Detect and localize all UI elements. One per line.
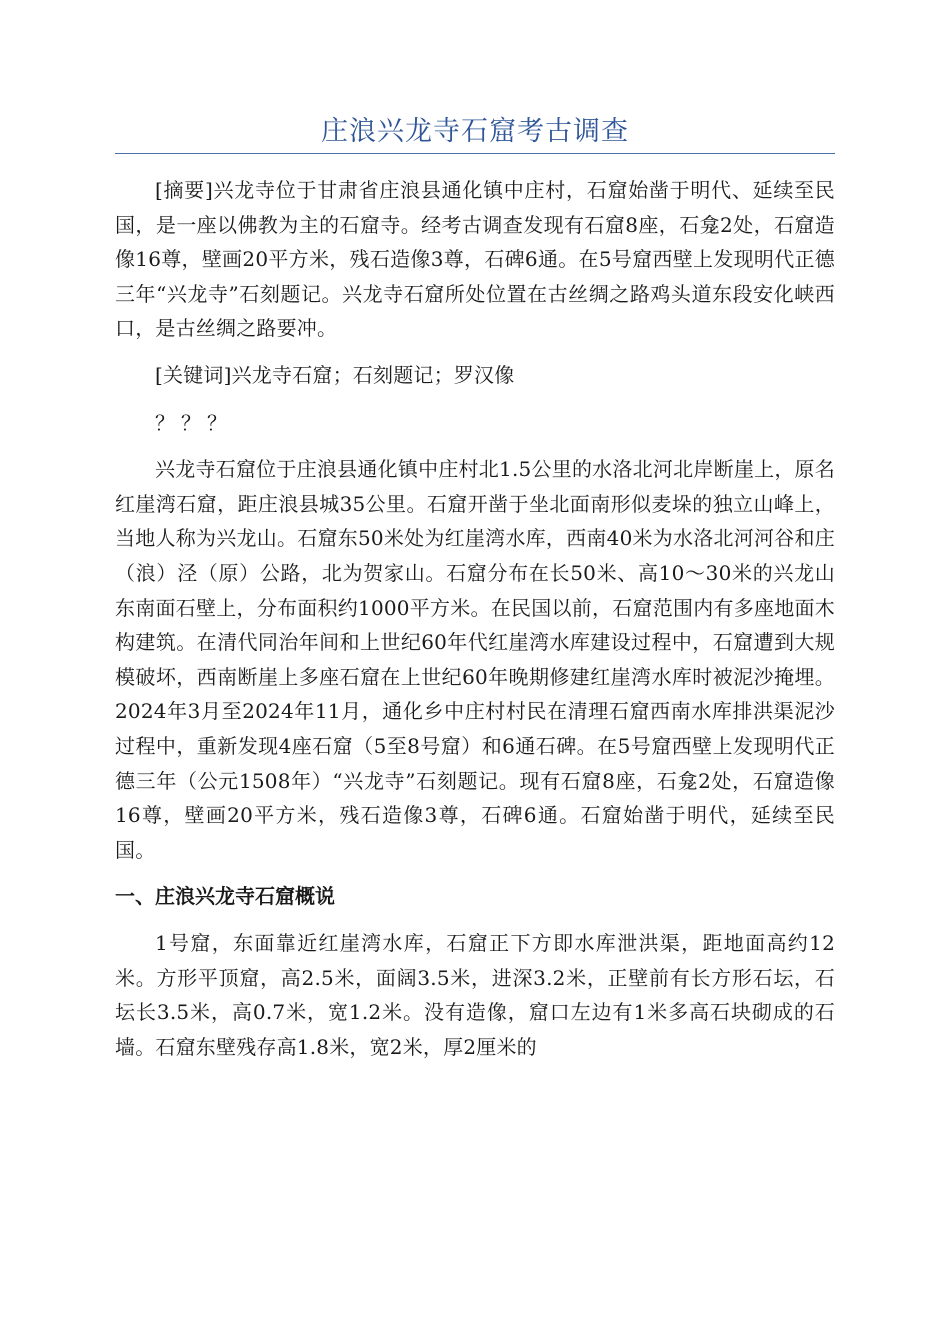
document-title: 庄浪兴龙寺石窟考古调查 [321,116,629,147]
separator-marks: ？？？ [155,410,233,435]
keywords-paragraph: [关键词]兴龙寺石窟；石刻题记；罗汉像 [155,362,515,387]
intro-paragraph: 兴龙寺石窟位于庄浪县通化镇中庄村北1.5公里的水洛北河北岸断崖上，原名红崖湾石窟，距庄浪县城35公里。石窟开凿于坐北面南形似麦垛的独立山峰上，当地人称为兴龙山。石窟东50米处为红崖湾水库，西南40米为水洛北河河谷和庄（浪）泾（原）公路，北为贺家山。石窟分布在长50米、高10～30米的兴龙山东南面石壁上，分布面积约1000平方米。在民国以前，石窟范围内有多座地面木构建筑。在清代同治年间和上世纪60年代红崖湾水库建设过程中，石窟遭到大规模破坏，西南断崖上多座石窟在上世纪60年晚期修建红崖湾水库时被泥沙掩埋。2024年3月至2024年11月，通化乡中庄村村民在清理石窟西南水库排洪渠泥沙过程中，重新发现4座石窟（5至8号窟）和6通石碑。在5号窟西壁上发现明代正德三年（公元1508年）“兴龙寺”石刻题记。现有石窟8座，石龛2处，石窟造像16尊，壁画20平方米，残石造像3尊，石碑6通。石窟始凿于明代，延续至民国。 [115,457,835,862]
section-heading: 一、庄浪兴龙寺石窟概说 [115,884,335,909]
title-underline [115,153,835,154]
document-body [115,173,835,1077]
abstract-paragraph: [摘要]兴龙寺位于甘肃省庄浪县通化镇中庄村，石窟始凿于明代、延续至民国，是一座以佛教为主的石窟寺。经考古调查发现有石窟8座，石龛2处，石窟造像16尊，壁画20平方米，残石造像3尊，石碑6通。在5号窟西壁上发现明代正德三年“兴龙寺”石刻题记。兴龙寺石窟所处位置在古丝绸之路鸡头道东段安化峡西口，是古丝绸之路要冲。 [115,178,835,341]
section-paragraph: 1号窟，东面靠近红崖湾水库，石窟正下方即水库泄洪渠，距地面高约12米。方形平顶窟，高2.5米，面阔3.5米，进深3.2米，正壁前有长方形石坛，石坛长3.5米，高0.7米，宽1.2米。没有造像，窟口左边有1米多高石块砌成的石墙。石窟东壁残存高1.8米，宽2米，厚2厘米的 [115,931,835,1060]
